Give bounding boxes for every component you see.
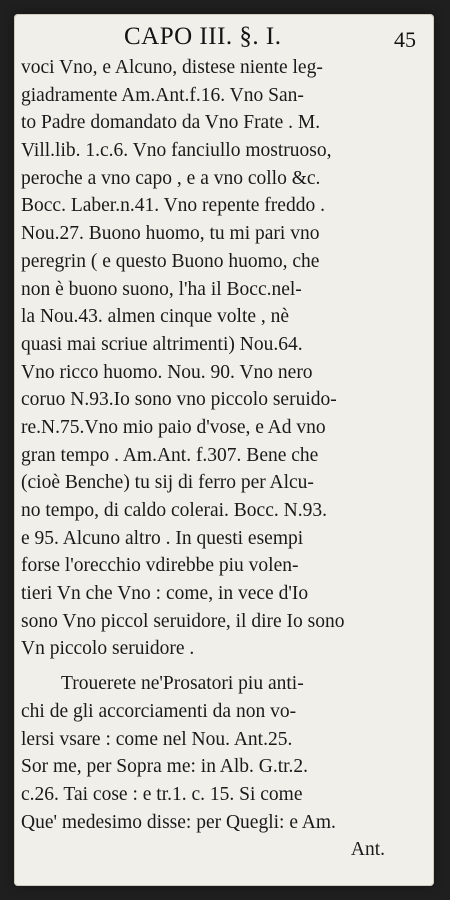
text-line: chi de gli accorciamenti da non vo- (21, 700, 297, 722)
text-line: Bocc. Laber.n.41. Vno repente freddo . (21, 195, 325, 217)
text-line: no tempo, di caldo colerai. Bocc. N.93. (21, 500, 327, 521)
running-head (14, 22, 434, 54)
book-page (14, 14, 434, 886)
text-line: tieri Vn che Vno : come, in vece d'Io (21, 583, 309, 605)
text-line: re.N.75.Vno mio paio d'vose, e Ad vno (21, 416, 326, 438)
text-line: giadramente Am.Ant.f.16. Vno San- (21, 84, 304, 106)
text-line: Vill.lib. 1.c.6. Vno fanciullo mostruoso, (21, 140, 332, 162)
text-line: Vn piccolo seruidore . (21, 638, 195, 660)
text-line: gran tempo . Am.Ant. f.307. Bene che (21, 444, 319, 466)
text-line: Sor me, per Sopra me: in Alb. G.tr.2. (21, 756, 309, 778)
text-line: Vno ricco huomo. Nou. 90. Vno nero (21, 361, 313, 383)
text-line: peroche a vno capo , e a vno collo &c. (21, 167, 321, 189)
body-text (21, 54, 423, 864)
text-line: to Padre domandato da Vno Frate . M. (21, 112, 321, 134)
text-line: non è buono suono, l'ha il Bocc.nel- (21, 278, 302, 300)
text-line: lersi vsare : come nel Nou. Ant.25. (21, 728, 293, 750)
text-line: quasi mai scriue altrimenti) Nou.64. (21, 333, 303, 355)
text-line: sono Vno piccol seruidore, il dire Io sono (21, 610, 345, 632)
text-line: Nou.27. Buono huomo, tu mi pari vno (21, 223, 320, 245)
running-title: CAPO III. §. I. (124, 23, 282, 50)
text-line: Ant. (350, 839, 385, 861)
text-line: c.26. Tai cose : e tr.1. c. 15. Si come (21, 783, 303, 805)
text-line: Trouerete ne'Prosatori piu anti- (61, 673, 304, 695)
text-line: peregrin ( e questo Buono huomo, che (21, 250, 320, 272)
text-line: la Nou.43. almen cinque volte , nè (21, 306, 290, 328)
page-number: 45 (394, 27, 416, 52)
text-line: Que' medesimo disse: per Quegli: e Am. (21, 811, 336, 833)
text-line: (cioè Benche) tu sij di ferro per Alcu- (21, 472, 314, 494)
text-line: e 95. Alcuno altro . In questi esempi (21, 527, 304, 549)
text-line: forse l'orecchio vdirebbe piu volen- (21, 555, 299, 577)
text-line: voci Vno, e Alcuno, distese niente leg- (21, 57, 323, 78)
text-line: coruo N.93.Io sono vno piccolo seruido- (21, 389, 337, 411)
